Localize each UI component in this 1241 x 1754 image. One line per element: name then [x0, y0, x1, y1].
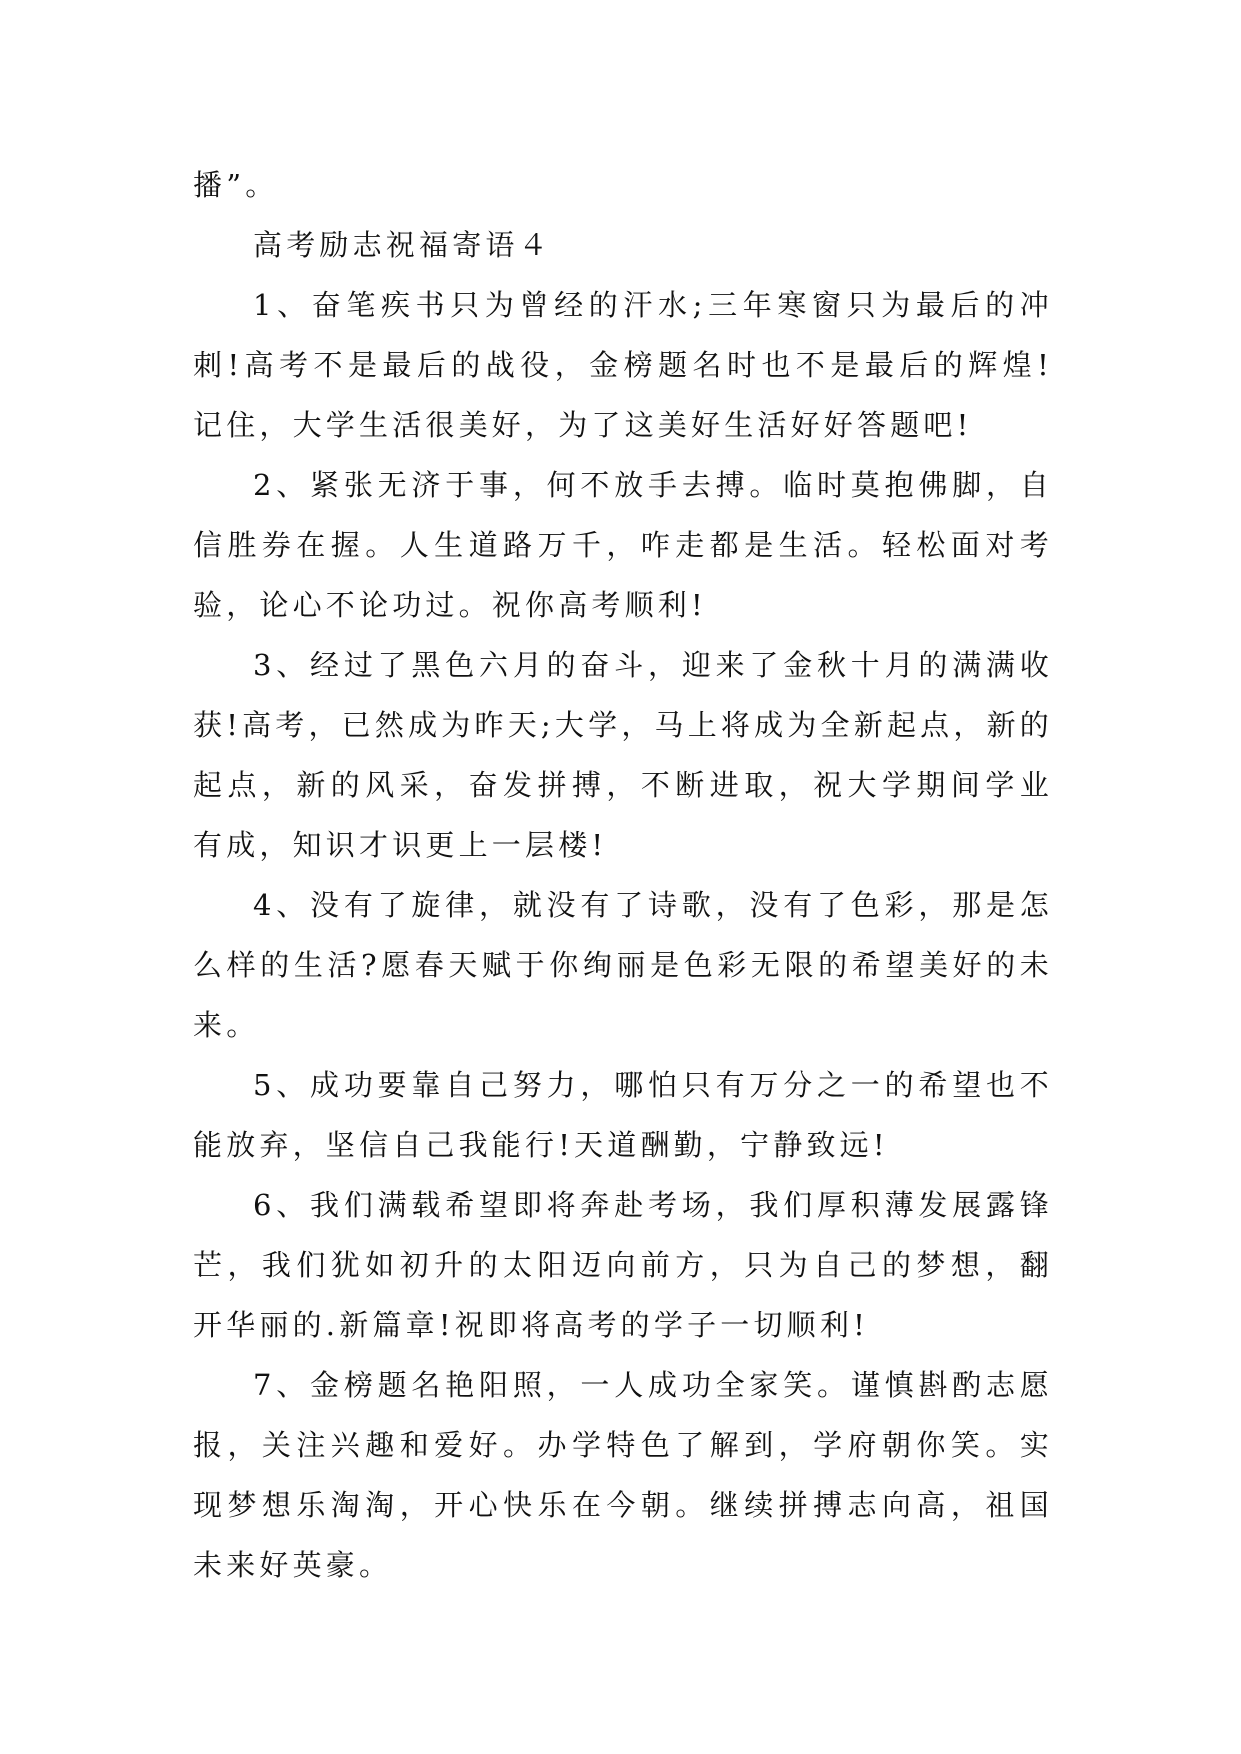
document-body	[193, 155, 1053, 1595]
paragraph-item-6: 6、我们满载希望即将奔赴考场，我们厚积薄发展露锋芒，我们犹如初升的太阳迈向前方，只为自己的梦想，翻开华丽的.新篇章!祝即将高考的学子一切顺利!	[193, 1188, 1053, 1342]
paragraph-item-4: 4、没有了旋律，就没有了诗歌，没有了色彩，那是怎么样的生活?愿春天赋于你绚丽是色彩无限的希望美好的未来。	[193, 888, 1053, 1042]
paragraph-item-3: 3、经过了黑色六月的奋斗，迎来了金秋十月的满满收获!高考，已然成为昨天;大学，马上将成为全新起点，新的起点，新的风采，奋发拼搏，不断进取，祝大学期间学业有成，知识才识更上一层楼!	[193, 648, 1053, 862]
paragraph-item-2: 2、紧张无济于事，何不放手去搏。临时莫抱佛脚，自信胜券在握。人生道路万千，咋走都是生活。轻松面对考验，论心不论功过。祝你高考顺利!	[193, 468, 1053, 622]
paragraph-item-7: 7、金榜题名艳阳照，一人成功全家笑。谨慎斟酌志愿报，关注兴趣和爱好。办学特色了解到，学府朝你笑。实现梦想乐淘淘，开心快乐在今朝。继续拼搏志向高，祖国未来好英豪。	[193, 1368, 1053, 1582]
section-heading: 高考励志祝福寄语４	[253, 228, 552, 262]
paragraph-item-5: 5、成功要靠自己努力，哪怕只有万分之一的希望也不能放弃，坚信自己我能行!天道酬勤，宁静致远!	[193, 1068, 1053, 1162]
paragraph-continuation: 播”。	[193, 168, 279, 202]
paragraph-item-1: 1、奋笔疾书只为曾经的汗水;三年寒窗只为最后的冲刺!高考不是最后的战役，金榜题名时也不是最后的辉煌!记住，大学生活很美好，为了这美好生活好好答题吧!	[193, 288, 1053, 442]
